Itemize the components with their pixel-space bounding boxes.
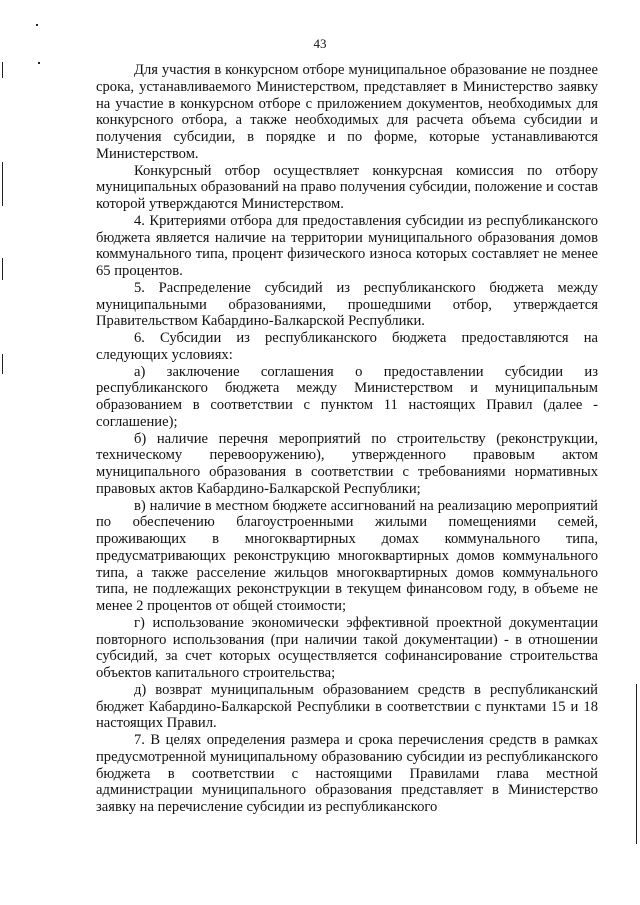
paragraph-subsidy-conditions: 6. Субсидии из республиканского бюджета предоставляются на следующих условиях: [96, 330, 598, 363]
paragraph-application-submission: Для участия в конкурсном отборе муниципальное образование не позднее срока, устанавливаемого Министерством, представляет в Министерство заявку на участие в конкурсном отборе с приложением документов, необходимых для конкурсного отбора, а также необходимых для расчета объема субсидии и получения субсидии, в порядке и по форме, которые устанавливаются Министерством. [96, 62, 598, 162]
paragraph-competition-commission: Конкурсный отбор осуществляет конкурсная комиссия по отбору муниципальных образований на право получения субсидии, положение и состав которой утверждаются Министерством. [96, 162, 598, 212]
document-body [96, 62, 598, 816]
page-number: 43 [313, 36, 327, 51]
paragraph-selection-criteria: 4. Критериями отбора для предоставления субсидии из республиканского бюджета является наличие на территории муниципального образования домов коммунального типа, процент физического износа которых составляет не менее 65 процентов. [96, 212, 598, 279]
scan-tick-1 [2, 62, 3, 78]
condition-item-b: б) наличие перечня мероприятий по строительству (реконструкции, техническому перевооружению), утвержденного правовым актом муниципального образования в соответствии с требованиями нормативных правовых актов Кабардино-Балкарской Республики; [96, 430, 598, 497]
scan-tick-4 [2, 354, 3, 374]
condition-item-a: а) заключение соглашения о предоставлении субсидии из республиканского бюджета между Министерством и муниципальным образованием в соответствии с пунктом 11 настоящих Правил (далее - соглашение); [96, 363, 598, 430]
paragraph-transfer-request: 7. В целях определения размера и срока перечисления средств в рамках предусмотренной муниципальному образованию субсидии из республиканского бюджета в соответствии с настоящими Правилами глава местной администрации муниципального образования представляет в Министерство заявку на перечисление субсидии из республиканского [96, 732, 598, 815]
condition-item-v: в) наличие в местном бюджете ассигнований на реализацию мероприятий по обеспечению благоустроенными жилыми помещениями семей, проживающих в многоквартирных домах коммунального типа, предусматривающих реконструкцию многоквартирных домов коммунального типа, а также расселение жильцов многоквартирных домов коммунального типа, не подлежащих реконструкции в текущем финансовом году, в объеме не менее 2 процентов от общей стоимости; [96, 497, 598, 614]
scan-tick-2 [2, 162, 3, 206]
condition-item-g: г) использование экономически эффективной проектной документации повторного использования (при наличии такой документации) - в отношении субсидий, за счет которых осуществляется софинансирование строительства объектов капитального строительства; [96, 614, 598, 681]
scan-dot-top [36, 24, 38, 26]
scan-tick-3 [2, 258, 3, 280]
scan-dot-second [38, 62, 40, 64]
paragraph-subsidy-distribution: 5. Распределение субсидий из республиканского бюджета между муниципальными образованиями, прошедшими отбор, утверждается Правительством Кабардино-Балкарской Республики. [96, 279, 598, 330]
scan-edge-right [636, 684, 637, 844]
condition-item-d: д) возврат муниципальным образованием средств в республиканский бюджет Кабардино-Балкарской Республики в соответствии с пунктами 15 и 18 настоящих Правил. [96, 681, 598, 732]
